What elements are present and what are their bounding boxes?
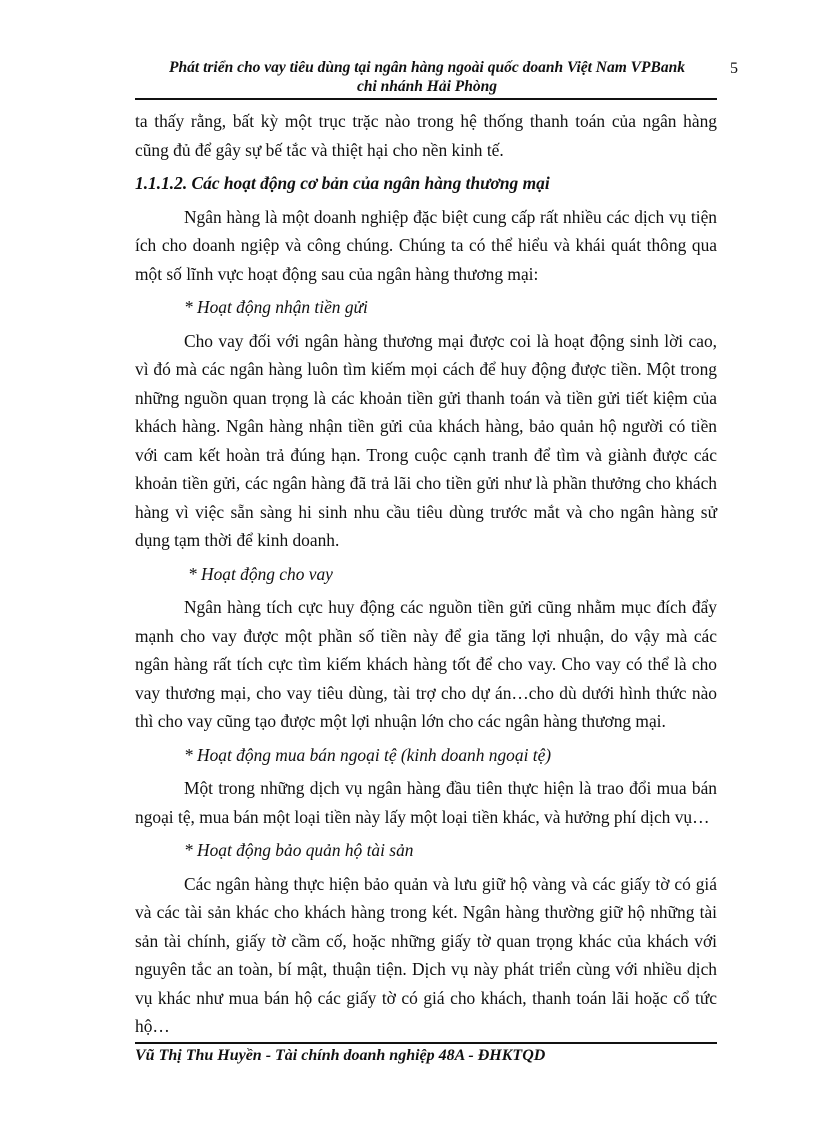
running-header [137,58,717,96]
section-heading: 1.1.1.2. Các hoạt động cơ bản của ngân hàng thương mại [135,173,550,193]
intro-continuation: ta thấy rằng, bất kỳ một trục trặc nào trong hệ thống thanh toán của ngân hàng cũng đủ để gây sự bế tắc và thiệt hại cho nền kinh tế. [135,111,717,160]
item-heading-custody: * Hoạt động bảo quản hộ tài sản [184,840,414,860]
header-rule [135,98,717,100]
header-title-line2: chi nhánh Hải Phòng [357,78,497,95]
footer-rule [135,1042,717,1044]
running-footer: Vũ Thị Thu Huyền - Tài chính doanh nghiệp 48A - ĐHKTQD [135,1047,546,1064]
item-paragraph-deposits: Cho vay đối với ngân hàng thương mại được coi là hoạt động sinh lời cao, vì đó mà các ngân hàng luôn tìm kiếm mọi cách để huy động được tiền. Một trong những nguồn quan trọng là các khoản tiền gửi thanh toán và tiền gửi tiết kiệm của khách hàng. Ngân hàng nhận tiền gửi của khách hàng, bảo quản hộ người có tiền với cam kết hoàn trả đúng hạn. Trong cuộc cạnh tranh để tìm và giành được các khoản tiền gửi, các ngân hàng đã trả lãi cho tiền gửi như là phần thưởng cho khách hàng vì việc sẵn sàng hi sinh nhu cầu tiêu dùng trước mắt và cho ngân hàng sử dụng tạm thời để kinh doanh. [135,330,717,550]
item-heading-lending: * Hoạt động cho vay [188,563,333,584]
item-paragraph-custody: Các ngân hàng thực hiện bảo quản và lưu giữ hộ vàng và các giấy tờ có giá và các tài sản khác cho khách hàng trong két. Ngân hàng thường giữ hộ những tài sản tài chính, giấy tờ cầm cố, hoặc những giấy tờ quan trọng khác của khách với nguyên tắc an toàn, bí mật, thuận tiện. Dịch vụ này phát triển cùng với nhiều dịch vụ khác như mua bán hộ các giấy tờ có giá cho khách, thanh toán lãi hoặc cổ tức hộ… [135,873,717,1036]
item-heading-deposits: * Hoạt động nhận tiền gửi [184,297,368,317]
item-heading-forex: * Hoạt động mua bán ngoại tệ (kinh doanh ngoại tệ) [184,744,552,765]
section-intro-paragraph: Ngân hàng là một doanh nghiệp đặc biệt cung cấp rất nhiều các dịch vụ tiện ích cho doanh ngiệp và công chúng. Chúng ta có thể hiểu và khái quát thông qua một số lĩnh vực hoạt động sau của ngân hàng thương mại: [135,206,717,284]
header-title-line1: Phát triển cho vay tiêu dùng tại ngân hàng ngoài quốc doanh Việt Nam VPBank [169,59,685,76]
page-number: 5 [730,60,738,77]
item-paragraph-forex: Một trong những dịch vụ ngân hàng đầu tiên thực hiện là trao đổi mua bán ngoại tệ, mua bán một loại tiền này lấy một loại tiền khác, và hưởng phí dịch vụ… [135,778,717,827]
body-text [135,107,717,1046]
item-paragraph-lending: Ngân hàng tích cực huy động các nguồn tiền gửi cũng nhằm mục đích đẩy mạnh cho vay được một phần số tiền này để gia tăng lợi nhuận, do vậy mà các ngân hàng rất tích cực tìm kiếm khách hàng tốt để cho vay. Cho vay có thể là cho vay thương mại, cho vay tiêu dùng, tài trợ cho dự án…cho dù dưới hình thức nào thì cho vay cũng tạo được một lợi nhuận lớn cho các ngân hàng thương mại. [135,597,717,731]
